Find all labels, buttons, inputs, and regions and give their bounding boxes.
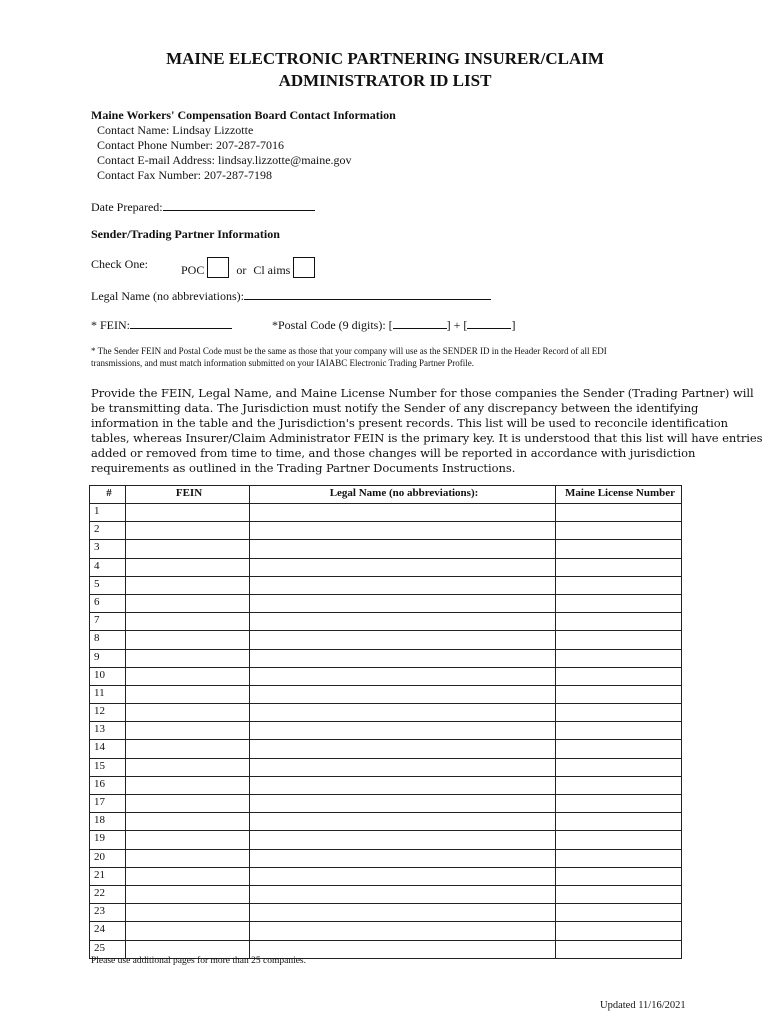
row-number: 22 [90,885,126,903]
table-row [90,722,682,740]
row-number: 14 [90,740,126,758]
legal-name-cell[interactable] [250,704,556,722]
row-number: 12 [90,704,126,722]
instructions-line: be transmitting data. The Jurisdiction must notify the Sender of any discrepancy between the identifying [91,401,699,415]
table-row [90,667,682,685]
contact-heading: Maine Workers' Compensation Board Contact Information [91,108,396,122]
postal-label: *Postal Code (9 digits): [ [272,318,393,332]
row-number: 4 [90,558,126,576]
table-row [90,776,682,794]
license-number-cell[interactable] [556,940,682,958]
row-number: 16 [90,776,126,794]
legal-name-cell[interactable] [250,685,556,703]
fein-cell[interactable] [126,558,250,576]
legal-name-cell[interactable] [250,631,556,649]
header-legal-name: Legal Name (no abbreviations): [250,486,556,504]
fein-cell[interactable] [126,613,250,631]
table-note: Please use additional pages for more than 25 companies. [91,956,307,966]
legal-name-cell[interactable] [250,831,556,849]
postal-code-row [272,316,515,332]
table-row [90,558,682,576]
poc-label: POC [181,263,205,277]
legal-name-cell[interactable] [250,504,556,522]
table-row [90,740,682,758]
instructions-line: tables, whereas Insurer/Claim Administrator FEIN is the primary key. It is understood that this list will have entries [91,431,763,445]
license-number-cell[interactable] [556,867,682,885]
claims-label: Cl aims [253,263,291,277]
legal-name-cell[interactable] [250,722,556,740]
license-number-cell[interactable] [556,558,682,576]
legal-name-cell[interactable] [250,795,556,813]
license-number-cell[interactable] [556,704,682,722]
row-number: 15 [90,758,126,776]
postal-separator: ] + [ [446,318,468,332]
row-number: 8 [90,631,126,649]
legal-name-cell[interactable] [250,558,556,576]
legal-name-cell[interactable] [250,758,556,776]
table-row [90,504,682,522]
row-number: 1 [90,504,126,522]
license-number-cell[interactable] [556,540,682,558]
fein-cell[interactable] [126,667,250,685]
postal-code-part-2[interactable] [467,316,511,329]
fein-field[interactable] [130,316,232,329]
form-title-line-2: ADMINISTRATOR ID LIST [278,71,492,90]
license-number-cell[interactable] [556,504,682,522]
license-number-cell[interactable] [556,795,682,813]
instructions-line: information in the table and the Jurisdiction's present records. This list will be used to reconcile identification [91,416,729,430]
legal-name-cell[interactable] [250,776,556,794]
license-number-cell[interactable] [556,740,682,758]
row-number: 6 [90,594,126,612]
license-number-cell[interactable] [556,813,682,831]
check-one-row [181,257,319,278]
legal-name-row [91,287,491,303]
license-number-cell[interactable] [556,685,682,703]
fein-label: * FEIN: [91,318,130,332]
row-number: 13 [90,722,126,740]
legal-name-cell[interactable] [250,667,556,685]
table-row [90,631,682,649]
contact-name: Contact Name: Lindsay Lizzotte [97,123,254,137]
fein-cell[interactable] [126,740,250,758]
table-row [90,522,682,540]
postal-code-part-1[interactable] [393,316,447,329]
table-header-row [90,486,682,504]
fein-cell[interactable] [126,722,250,740]
license-number-cell[interactable] [556,885,682,903]
claims-checkbox[interactable] [293,257,315,278]
legal-name-field[interactable] [244,287,491,300]
row-number: 25 [90,940,126,958]
license-number-cell[interactable] [556,831,682,849]
row-number: 9 [90,649,126,667]
row-number: 10 [90,667,126,685]
table-row [90,904,682,922]
legal-name-cell[interactable] [250,813,556,831]
header-fein: FEIN [126,486,250,504]
legal-name-cell[interactable] [250,885,556,903]
license-number-cell[interactable] [556,613,682,631]
instructions-line: Provide the FEIN, Legal Name, and Maine License Number for those companies the Sender (Trading Partner) will [91,386,754,400]
fein-cell[interactable] [126,685,250,703]
license-number-cell[interactable] [556,758,682,776]
footnote-line-1: * The Sender FEIN and Postal Code must be the same as those that your company will use as the SENDER ID in the Header Record of all EDI [91,346,607,356]
legal-name-cell[interactable] [250,867,556,885]
row-number: 18 [90,813,126,831]
date-prepared-row [91,198,315,214]
fein-cell[interactable] [126,631,250,649]
fein-cell[interactable] [126,649,250,667]
legal-name-cell[interactable] [250,613,556,631]
row-number: 5 [90,576,126,594]
fein-cell[interactable] [126,540,250,558]
fein-cell[interactable] [126,831,250,849]
fein-cell[interactable] [126,849,250,867]
license-number-cell[interactable] [556,631,682,649]
fein-cell[interactable] [126,504,250,522]
license-number-cell[interactable] [556,667,682,685]
legal-name-cell[interactable] [250,540,556,558]
fein-cell[interactable] [126,758,250,776]
legal-name-label: Legal Name (no abbreviations): [91,289,244,303]
form-title-line-1: MAINE ELECTRONIC PARTNERING INSURER/CLAIM [166,49,604,68]
fein-cell[interactable] [126,795,250,813]
header-number: # [90,486,126,504]
table-row [90,922,682,940]
fein-cell[interactable] [126,885,250,903]
date-prepared-field[interactable] [163,198,315,211]
legal-name-cell[interactable] [250,576,556,594]
row-number: 20 [90,849,126,867]
table-row [90,540,682,558]
row-number: 11 [90,685,126,703]
poc-checkbox[interactable] [207,257,229,278]
fein-row [91,316,232,332]
table-row [90,594,682,612]
row-number: 17 [90,795,126,813]
license-number-cell[interactable] [556,722,682,740]
license-number-cell[interactable] [556,576,682,594]
fein-cell[interactable] [126,576,250,594]
row-number: 24 [90,922,126,940]
legal-name-cell[interactable] [250,740,556,758]
or-label: or [236,263,247,277]
fein-cell[interactable] [126,904,250,922]
license-number-cell[interactable] [556,522,682,540]
table-row [90,813,682,831]
table-row [90,649,682,667]
table-row [90,885,682,903]
license-number-cell[interactable] [556,649,682,667]
date-prepared-label: Date Prepared: [91,200,163,214]
table-row [90,795,682,813]
license-number-cell[interactable] [556,776,682,794]
fein-cell[interactable] [126,867,250,885]
license-number-cell[interactable] [556,594,682,612]
table-row [90,849,682,867]
instructions-line: added or removed from time to time, and those changes will be reported in accordance with jurisdiction [91,446,696,460]
legal-name-cell[interactable] [250,522,556,540]
footnote-line-2: transmissions, and must match information submitted on your IAIABC Electronic Trading Partner Profile. [91,358,474,368]
fein-cell[interactable] [126,922,250,940]
row-number: 2 [90,522,126,540]
contact-email: Contact E-mail Address: lindsay.lizzotte@maine.gov [97,153,352,167]
row-number: 3 [90,540,126,558]
license-number-cell[interactable] [556,849,682,867]
table-row [90,576,682,594]
fein-cell[interactable] [126,776,250,794]
table-row [90,831,682,849]
table-row [90,613,682,631]
table-row [90,704,682,722]
check-one-label: Check One: [91,257,148,271]
updated-date: Updated 11/16/2021 [600,1000,686,1011]
postal-end: ] [511,318,516,332]
fein-cell[interactable] [126,813,250,831]
legal-name-cell[interactable] [250,904,556,922]
row-number: 23 [90,904,126,922]
fein-cell[interactable] [126,522,250,540]
row-number: 19 [90,831,126,849]
legal-name-cell[interactable] [250,594,556,612]
table-row [90,758,682,776]
table-row [90,867,682,885]
legal-name-cell[interactable] [250,849,556,867]
row-number: 21 [90,867,126,885]
legal-name-cell[interactable] [250,922,556,940]
contact-fax: Contact Fax Number: 207-287-7198 [97,168,272,182]
contact-phone: Contact Phone Number: 207-287-7016 [97,138,284,152]
instructions-paragraph [91,386,763,476]
row-number: 7 [90,613,126,631]
sender-heading: Sender/Trading Partner Information [91,227,280,241]
license-number-cell[interactable] [556,904,682,922]
license-number-cell[interactable] [556,922,682,940]
fein-cell[interactable] [126,704,250,722]
header-license-number: Maine License Number [556,486,682,504]
fein-cell[interactable] [126,594,250,612]
table-row [90,685,682,703]
instructions-line: requirements as outlined in the Trading Partner Documents Instructions. [91,461,516,475]
legal-name-cell[interactable] [250,649,556,667]
company-table [89,485,682,959]
